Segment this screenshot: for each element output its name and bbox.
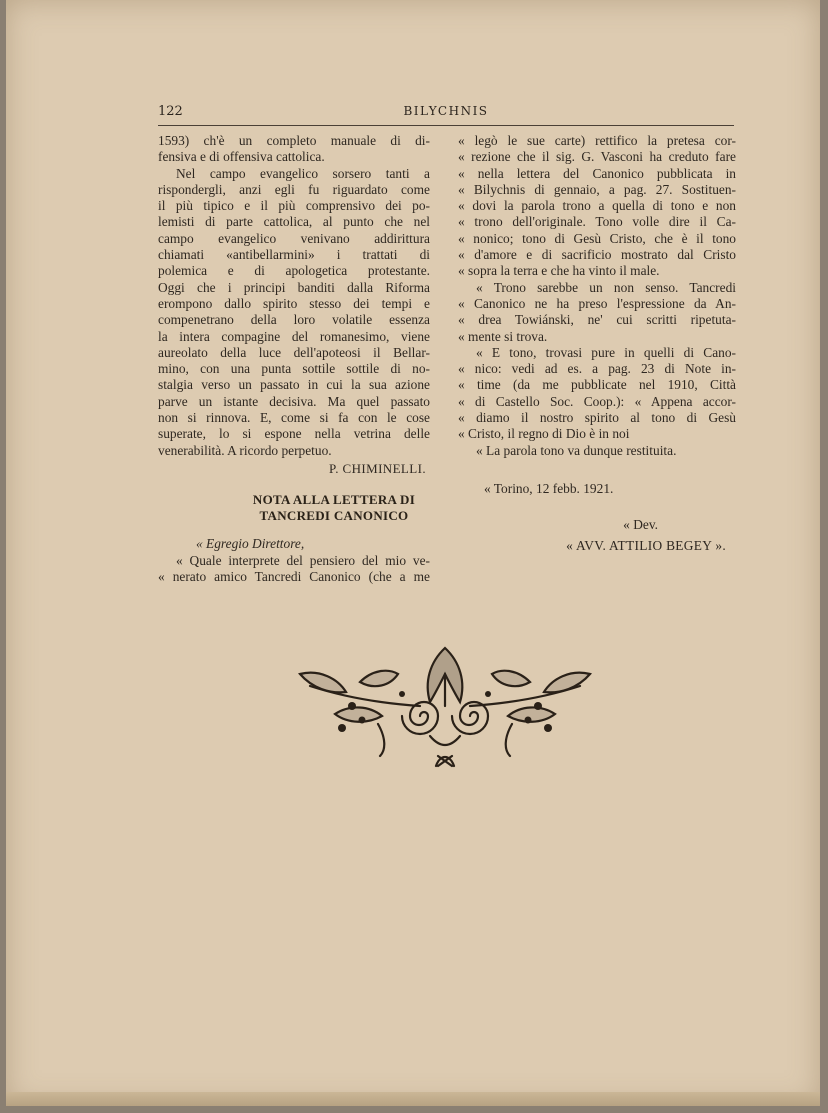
text-line: 1593) ch'è un completo manuale di di- bbox=[158, 133, 430, 148]
running-title: BILYCHNIS bbox=[403, 104, 489, 118]
text-line: « di Castello Soc. Coop.): « Appena accor- bbox=[458, 393, 736, 409]
text-line: « Cristo, il regno di Dio è in noi bbox=[458, 426, 630, 442]
text-line: « Bilychnis di gennaio, a pag. 27. Sostituen- bbox=[458, 181, 736, 197]
text-line: « legò le sue carte) rettifico la pretesa cor- bbox=[458, 133, 736, 148]
text-line: Nel campo evangelico sorsero tanti a bbox=[176, 165, 430, 181]
letter-closing: « Dev. bbox=[623, 517, 658, 533]
page-number: 122 bbox=[158, 104, 183, 119]
header-rule bbox=[158, 125, 734, 126]
text-line: « Trono sarebbe un non senso. Tancredi bbox=[476, 279, 736, 295]
text-line: « sopra la terra e che ha vinto il male. bbox=[458, 263, 660, 279]
text-line: venerabilità. A ricordo perpetuo. bbox=[158, 442, 332, 458]
text-line: « rezione che il sig. G. Vasconi ha creduto fare bbox=[458, 149, 736, 165]
text-line: mino, con una punta sottile sottile di no- bbox=[158, 361, 430, 377]
text-line: Oggi che i principi banditi dalla Riforma bbox=[158, 279, 430, 295]
text-line: « diamo il nostro spirito al tono di Gesù bbox=[458, 410, 736, 426]
letter-sender: « AVV. ATTILIO BEGEY ». bbox=[566, 537, 726, 553]
letter-salutation: « Egregio Direttore, bbox=[196, 536, 305, 552]
right-column bbox=[458, 133, 736, 554]
section-heading-line: TANCREDI CANONICO bbox=[259, 508, 409, 524]
text-line: compenetrano della loro volatile essenza bbox=[158, 312, 430, 328]
text-line: « nico: vedi ad es. a pag. 23 di Note in- bbox=[458, 361, 736, 377]
text-line: lemisti di parte cattolica, al punto che nel bbox=[158, 214, 430, 230]
text-line: « time (da me pubblicate nel 1910, Città bbox=[458, 377, 736, 393]
text-line: « mente si trova. bbox=[458, 328, 548, 344]
text-line: campo evangelico venivano addirittura bbox=[158, 230, 430, 246]
text-line: chiamati «antibellarmini» i trattati di bbox=[158, 247, 430, 263]
text-line: « drea Towiánski, ne' cui scritti ripetuta- bbox=[458, 312, 736, 328]
text-line: erompono dallo spirito stesso dei tempi e bbox=[158, 295, 430, 311]
section-heading-line: NOTA ALLA LETTERA DI bbox=[252, 492, 416, 508]
text-line: superate, lo si espone nella vetrina delle bbox=[158, 426, 430, 442]
left-column bbox=[158, 133, 430, 585]
text-line: stalgia verso un passato in cui la sua azione bbox=[158, 377, 430, 393]
text-line: parve un istante decisiva. Ma quel passato bbox=[158, 393, 430, 409]
section-heading bbox=[158, 492, 430, 524]
text-line: aureolato della luce dell'apoteosi il Bellar- bbox=[158, 344, 430, 360]
text-line: « nella lettera del Canonico pubblicata in bbox=[458, 165, 736, 181]
author-signature: P. CHIMINELLI. bbox=[329, 460, 426, 476]
text-line: « Quale interprete del pensiero del mio ve- bbox=[176, 552, 430, 568]
spacer bbox=[458, 459, 736, 481]
text-line: « dovi la parola trono a quella di tono e non bbox=[458, 198, 736, 214]
text-line: fensiva e di offensiva cattolica. bbox=[158, 149, 325, 165]
text-line: « Canonico ne ha preso l'espressione da An- bbox=[458, 295, 736, 311]
floral-ornament-icon bbox=[290, 644, 600, 774]
text-line: « d'amore e di sacrificio mostrato dal Cristo bbox=[458, 247, 736, 263]
magazine-page bbox=[6, 0, 820, 1106]
text-line: polemica e di apologetica protestante. bbox=[158, 263, 430, 279]
text-line: il più tipico e il più comprensivo dei po- bbox=[158, 198, 430, 214]
text-line: « nerato amico Tancredi Canonico (che a me bbox=[158, 568, 430, 584]
text-line: la intera compagine del romanesimo, viene bbox=[158, 328, 430, 344]
text-line: « E tono, trovasi pure in quelli di Cano- bbox=[476, 344, 736, 360]
text-line: « La parola tono va dunque restituita. bbox=[476, 442, 677, 458]
text-line: non si rinnova. E, come si fa con le cose bbox=[158, 410, 430, 426]
letter-dateline: « Torino, 12 febb. 1921. bbox=[484, 480, 614, 496]
text-line: « nonico; tono di Gesù Cristo, che è il tono bbox=[458, 230, 736, 246]
page-header bbox=[158, 104, 734, 126]
text-line: « trono dell'originale. Tono volle dire il Ca- bbox=[458, 214, 736, 230]
text-line: rispondergli, anzi egli fu riguardato come bbox=[158, 181, 430, 197]
